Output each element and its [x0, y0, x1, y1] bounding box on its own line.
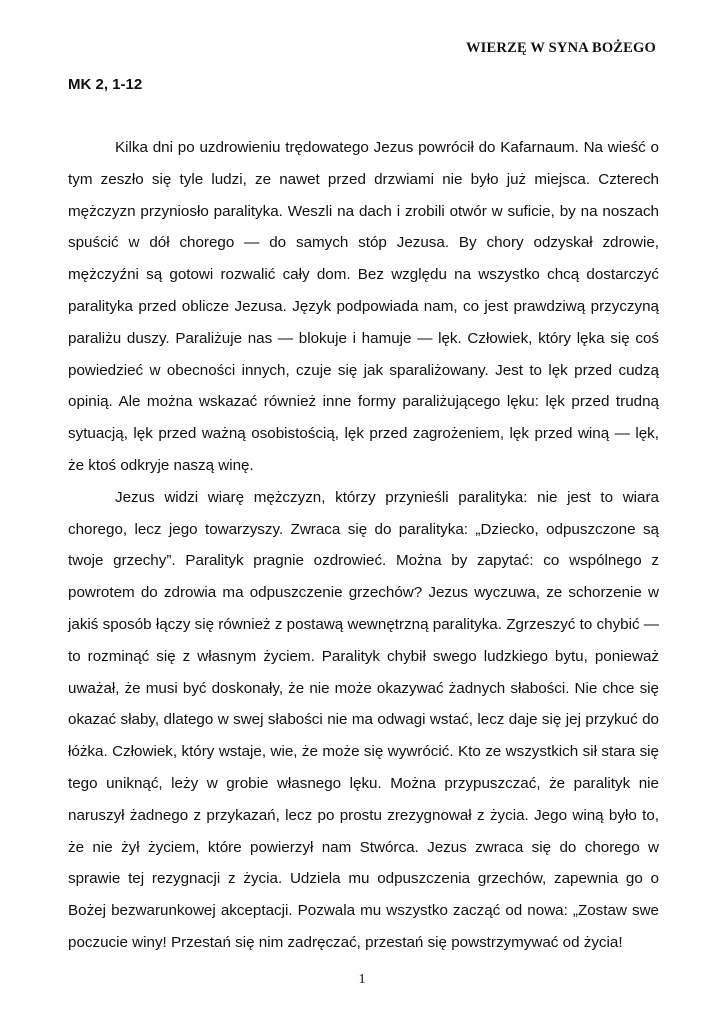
scripture-reference: MK 2, 1-12	[68, 76, 143, 93]
paragraph-2: Jezus widzi wiarę mężczyzn, którzy przynieśli paralityka: nie jest to wiara chorego, lecz jego towarzyszy. Zwraca się do paralityka: „Dziecko, odpuszczone są twoje grzechy”. Paralityk pragnie ozdrowieć. Można by zapytać: co wspólnego z powrotem do zdrowia ma odpuszczenie grzechów? Jezus wyczuwa, ze schorzenie w jakiś sposób łączy się również z postawą wewnętrzną paralityka. Zgrzeszyć to chybić — to rozminąć się z własnym życiem. Paralityk chybił swego ludzkiego bytu, ponieważ uważał, że musi być doskonały, że nie może okazywać żadnych słabości. Nie chce się okazać słaby, dlatego w swej słabości nie ma odwagi wstać, lecz daje się jej przykuć do łóżka. Człowiek, który wstaje, wie, że może się wywrócić. Kto ze wszystkich sił stara się tego uniknąć, leży w grobie własnego lęku. Można przypuszczać, że paralityk nie naruszył żadnego z przykazań, lecz po prostu zrezygnował z życia. Jego winą było to, że nie żył życiem, które powierzył nam Stwórca. Jezus zwraca się do chorego w sprawie tej rezygnacji z życia. Udziela mu odpuszczenia grzechów, zapewnia go o Bożej bezwarunkowej akceptacji. Pozwala mu wszystko zacząć od nowa: „Zostaw swe poczucie winy! Przestań się nim zadręczać, przestań się powstrzymywać od życia!	[68, 488, 659, 951]
paragraph-1: Kilka dni po uzdrowieniu trędowatego Jezus powrócił do Kafarnaum. Na wieść o tym zeszło się tyle ludzi, ze nawet przed drzwiami nie było już miejsca. Czterech mężczyzn przyniosło paralityka. Weszli na dach i zrobili otwór w suficie, by na noszach spuścić w dół chorego — do samych stóp Jezusa. By chory odzyskał zdrowie, mężczyźni są gotowi rozwalić cały dom. Bez względu na wszystko chcą dostarczyć paralityka przed oblicze Jezusa. Język podpowiada nam, co jest prawdziwą przyczyną paraliżu duszy. Paraliżuje nas — blokuje i hamuje — lęk. Człowiek, który lęka się coś powiedzieć w obecności innych, czuje się jak sparaliżowany. Jest to lęk przed cudzą opinią. Ale można wskazać również inne formy paraliżującego lęku: lęk przed trudną sytuacją, lęk przed ważną osobistością, lęk przed zagrożeniem, lęk przed winą — lęk, że ktoś odkryje naszą winę.	[68, 139, 659, 474]
body-text	[68, 132, 659, 959]
page-number: 1	[358, 972, 366, 987]
running-header-title: WIERZĘ W SYNA BOŻEGO	[465, 40, 656, 56]
